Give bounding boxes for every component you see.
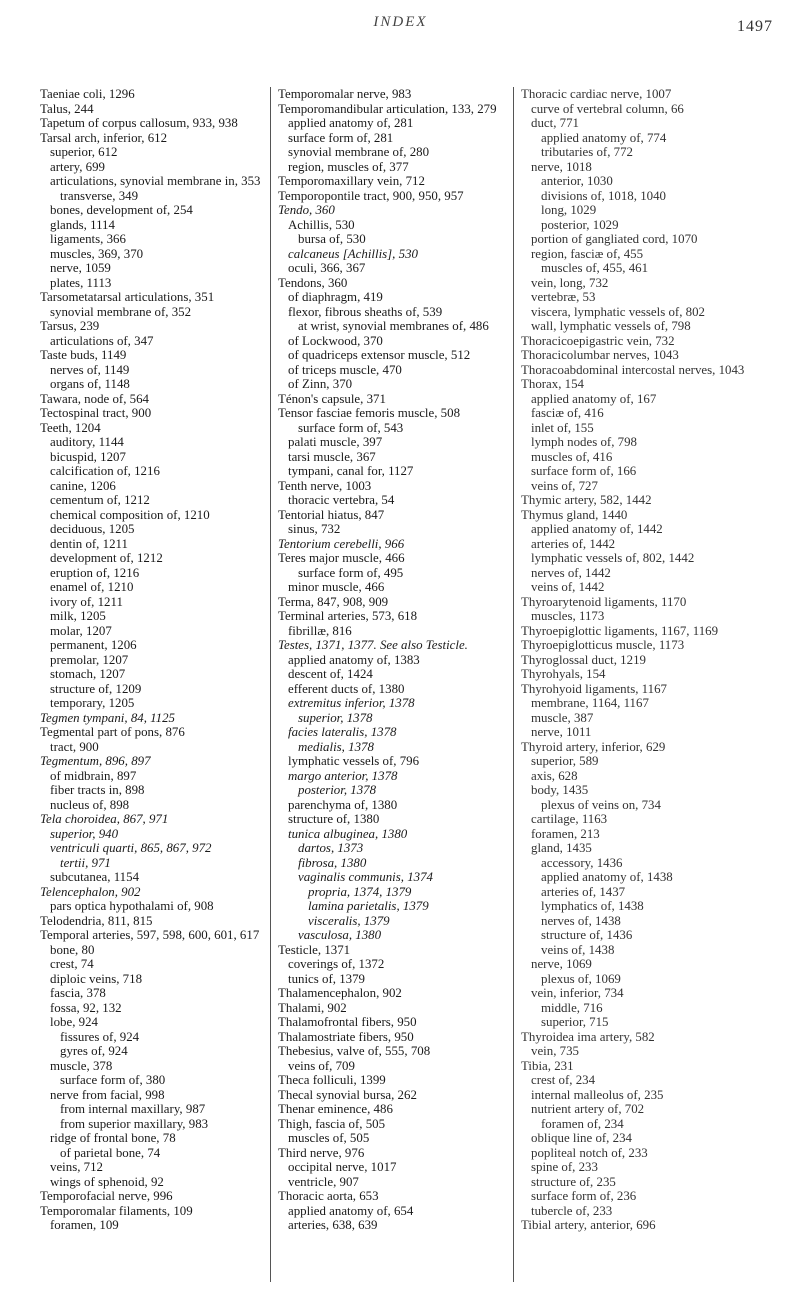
index-entry: chemical composition of, 1210 (50, 507, 210, 522)
index-entry: Telencephalon, 902 (40, 884, 141, 899)
index-entry: fiber tracts in, 898 (50, 783, 145, 797)
index-entry: development of, 1212 (50, 551, 163, 565)
index-entry: Tibial artery, anterior, 696 (521, 1218, 656, 1232)
index-entry: internal malleolus of, 235 (531, 1087, 664, 1102)
index-entry: from superior maxillary, 983 (60, 1116, 209, 1131)
index-entry: nerve, 1069 (531, 957, 592, 971)
index-entry: Thoracic cardiac nerve, 1007 (521, 87, 672, 101)
index-entry: synovial membrane of, 352 (50, 304, 192, 319)
index-column-3 (521, 87, 759, 1233)
index-entry: curve of vertebral column, 66 (531, 101, 684, 116)
index-entry: fasciæ of, 416 (531, 406, 604, 420)
index-entry: propria, 1374, 1379 (308, 884, 412, 899)
index-entry: Thyroglossal duct, 1219 (521, 652, 646, 667)
index-entry: Third nerve, 976 (278, 1145, 365, 1160)
index-entry: superior, 940 (50, 826, 119, 841)
index-entry: applied anatomy of, 167 (531, 391, 657, 406)
index-entry: fissures of, 924 (60, 1029, 140, 1044)
index-entry: deciduous, 1205 (50, 522, 135, 536)
index-entry: plexus of, 1069 (541, 971, 621, 986)
index-entry: pars optica hypothalami of, 908 (50, 899, 214, 913)
index-entry: applied anatomy of, 654 (288, 1203, 414, 1218)
index-entry: subcutanea, 1154 (50, 870, 140, 884)
index-entry: Temporomalar filaments, 109 (40, 1203, 193, 1218)
index-entry: Thoracoabdominal intercostal nerves, 1043 (521, 362, 745, 377)
index-entry: tubercle of, 233 (531, 1203, 613, 1218)
index-entry: arteries of, 1442 (531, 536, 616, 551)
index-entry: margo anterior, 1378 (288, 768, 398, 783)
index-entry: Thorax, 154 (521, 377, 585, 391)
index-entry: veins of, 727 (531, 478, 598, 493)
index-entry: of diaphragm, 419 (288, 290, 383, 304)
index-entry: oblique line of, 234 (531, 1131, 632, 1145)
index-entry: bicuspid, 1207 (50, 449, 126, 464)
index-entry: temporary, 1205 (50, 696, 135, 710)
index-entry: muscles of, 416 (531, 449, 613, 464)
index-entry: muscle, 387 (531, 710, 594, 725)
index-entry: Thalamostriate fibers, 950 (278, 1029, 414, 1044)
index-entry: plates, 1113 (50, 275, 112, 290)
index-entry: of parietal bone, 74 (60, 1145, 161, 1160)
index-entry: divisions of, 1018, 1040 (541, 188, 666, 203)
index-entry: ventriculi quarti, 865, 867, 972 (50, 841, 212, 855)
index-entry: Terma, 847, 908, 909 (278, 594, 389, 609)
index-entry: Tentorial hiatus, 847 (278, 507, 385, 522)
index-entry: vaginalis communis, 1374 (298, 870, 433, 884)
index-entry: of midbrain, 897 (50, 768, 137, 783)
index-entry: Tarsus, 239 (40, 319, 100, 333)
index-entry: posterior, 1378 (298, 783, 377, 797)
index-entry: extremitus inferior, 1378 (288, 696, 415, 710)
index-entry: articulations, synovial membrane in, 353 (50, 174, 261, 188)
index-entry: palati muscle, 397 (288, 435, 383, 449)
index-entry: nucleus of, 898 (50, 797, 130, 812)
running-head: INDEX (373, 14, 428, 30)
index-entry: artery, 699 (50, 159, 105, 174)
index-entry: Tarsometatarsal articulations, 351 (40, 290, 215, 304)
index-entry: foramen, 109 (50, 1218, 119, 1232)
index-entry: muscles of, 455, 461 (541, 261, 649, 275)
index-entry: facies lateralis, 1378 (288, 725, 397, 739)
index-entry: muscle, 378 (50, 1058, 113, 1073)
index-entry: nerve, 1011 (531, 725, 592, 739)
index-entry: transverse, 349 (60, 188, 139, 203)
index-entry: middle, 716 (541, 1000, 603, 1015)
index-entry: nerves of, 1442 (531, 565, 611, 580)
index-entry: bursa of, 530 (298, 232, 366, 246)
index-entry: ventricle, 907 (288, 1174, 359, 1189)
index-entry: plexus of veins on, 734 (541, 797, 661, 812)
index-entry: lymphatic vessels of, 802, 1442 (531, 551, 695, 565)
index-entry: Tegmentum, 896, 897 (40, 754, 151, 768)
index-entry: fibrillæ, 816 (288, 623, 352, 638)
index-entry: arteries, 638, 639 (288, 1218, 378, 1232)
index-entry: vein, long, 732 (531, 275, 609, 290)
index-entry: viscera, lymphatic vessels of, 802 (531, 304, 705, 319)
index-column-2 (278, 87, 516, 1233)
index-entry: Taste buds, 1149 (40, 348, 127, 362)
index-entry: visceralis, 1379 (308, 913, 390, 928)
index-entry: foramen of, 234 (541, 1116, 624, 1131)
index-entry: occipital nerve, 1017 (288, 1160, 397, 1174)
index-entry: vertebræ, 53 (531, 290, 596, 304)
index-entry: region, muscles of, 377 (288, 159, 409, 174)
index-entry: applied anatomy of, 774 (541, 130, 667, 145)
index-entry: spine of, 233 (531, 1160, 598, 1174)
index-entry: applied anatomy of, 1438 (541, 870, 673, 884)
page-number: 1497 (737, 18, 773, 35)
index-entry: Tenth nerve, 1003 (278, 478, 372, 493)
index-entry: applied anatomy of, 281 (288, 116, 414, 130)
index-entry: nerves of, 1438 (541, 913, 621, 928)
index-entry: portion of gangliated cord, 1070 (531, 232, 698, 246)
index-entry: ivory of, 1211 (50, 594, 123, 609)
index-entry: premolar, 1207 (50, 652, 129, 667)
index-entry: surface form of, 236 (531, 1189, 637, 1203)
index-entry: crest, 74 (50, 957, 94, 971)
index-entry: Tela choroidea, 867, 971 (40, 812, 169, 826)
index-entry: organs of, 1148 (50, 377, 130, 391)
index-entry: duct, 771 (531, 116, 579, 130)
index-entry: surface form of, 380 (60, 1073, 166, 1087)
index-entry: coverings of, 1372 (288, 957, 385, 971)
index-entry: of Zinn, 370 (288, 377, 353, 391)
index-entry: nerve, 1018 (531, 159, 592, 174)
index-entry: Tegmen tympani, 84, 1125 (40, 710, 175, 725)
index-entry: vasculosa, 1380 (298, 928, 382, 942)
index-entry: nerve, 1059 (50, 261, 111, 275)
index-entry: from internal maxillary, 987 (60, 1102, 206, 1116)
index-entry: Temporopontile tract, 900, 950, 957 (278, 188, 464, 203)
index-entry: structure of, 1436 (541, 928, 633, 942)
index-entry: Tectospinal tract, 900 (40, 406, 152, 420)
index-entry: region, fasciæ of, 455 (531, 246, 644, 261)
index-entry: calcification of, 1216 (50, 464, 160, 478)
index-entry: anterior, 1030 (541, 174, 613, 188)
index-entry: superior, 612 (50, 145, 118, 159)
index-entry: nerve from facial, 998 (50, 1087, 165, 1102)
index-entry: cartilage, 1163 (531, 812, 608, 826)
index-entry: Thyroepiglottic ligaments, 1167, 1169 (521, 623, 719, 638)
index-entry: parenchyma of, 1380 (288, 797, 398, 812)
index-entry: muscles, 369, 370 (50, 246, 144, 261)
index-entry: veins of, 709 (288, 1058, 355, 1073)
index-entry: Teeth, 1204 (40, 420, 101, 435)
index-entry: ridge of frontal bone, 78 (50, 1131, 176, 1145)
index-entry: muscles, 1173 (531, 609, 605, 623)
index-entry: medialis, 1378 (298, 739, 374, 754)
index-entry: gyres of, 924 (60, 1044, 128, 1058)
index-entry: ligaments, 366 (50, 232, 126, 246)
index-entry: cementum of, 1212 (50, 493, 150, 507)
index-entry: fibrosa, 1380 (298, 855, 367, 870)
index-entry: Thyroidea ima artery, 582 (521, 1029, 655, 1044)
index-entry: Tapetum of corpus callosum, 933, 938 (40, 116, 238, 130)
index-entry: Thalami, 902 (278, 1000, 347, 1015)
index-entry: axis, 628 (531, 768, 578, 783)
index-entry: Tawara, node of, 564 (40, 391, 149, 406)
index-entry: Telodendria, 811, 815 (40, 913, 153, 928)
index-entry: glands, 1114 (50, 217, 115, 232)
index-entry: accessory, 1436 (541, 855, 623, 870)
index-entry: synovial membrane of, 280 (288, 145, 430, 159)
index-entry: at wrist, synovial membranes of, 486 (298, 319, 489, 333)
index-entry: surface form of, 543 (298, 420, 404, 435)
index-entry: Thigh, fascia of, 505 (278, 1116, 386, 1131)
index-entry: nutrient artery of, 702 (531, 1102, 645, 1116)
index-entry: tunica albuginea, 1380 (288, 826, 408, 841)
index-entry: stomach, 1207 (50, 667, 126, 681)
index-entry: crest of, 234 (531, 1073, 596, 1087)
index-entry: structure of, 235 (531, 1174, 616, 1189)
index-entry: Thoracicoepigastric vein, 732 (521, 333, 675, 348)
index-entry: molar, 1207 (50, 623, 112, 638)
index-entry: Thalamencephalon, 902 (278, 986, 402, 1000)
index-entry: sinus, 732 (288, 522, 341, 536)
index-entry: applied anatomy of, 1442 (531, 522, 663, 536)
index-entry: superior, 1378 (298, 710, 373, 725)
index-entry: applied anatomy of, 1383 (288, 652, 420, 667)
index-entry: dentin of, 1211 (50, 536, 128, 551)
index-entry: articulations of, 347 (50, 333, 154, 348)
index-entry: Thyroid artery, inferior, 629 (521, 739, 666, 754)
index-entry: lymphatic vessels of, 796 (288, 754, 420, 768)
index-entry: calcaneus [Achillis], 530 (288, 246, 418, 261)
index-entry: canine, 1206 (50, 478, 116, 493)
index-entry: Temporomalar nerve, 983 (278, 87, 412, 101)
index-entry: bone, 80 (50, 942, 95, 957)
index-entry: Achillis, 530 (288, 217, 355, 232)
index-entry: tarsi muscle, 367 (288, 449, 376, 464)
index-entry: Thyroarytenoid ligaments, 1170 (521, 594, 687, 609)
index-entry: Tibia, 231 (521, 1058, 574, 1073)
index-entry: Temporal arteries, 597, 598, 600, 601, 617 (40, 928, 260, 942)
index-entry: Tegmental part of pons, 876 (40, 725, 185, 739)
index-entry: inlet of, 155 (531, 420, 594, 435)
index-entry: Tentorium cerebelli, 966 (278, 536, 405, 551)
index-entry: gland, 1435 (531, 841, 592, 855)
index-entry: lymph nodes of, 798 (531, 435, 637, 449)
index-entry: Thoracicolumbar nerves, 1043 (521, 348, 679, 362)
index-entry: tract, 900 (50, 739, 99, 754)
index-entry: of Lockwood, 370 (288, 333, 383, 348)
index-entry: fossa, 92, 132 (50, 1000, 122, 1015)
index-entry: fascia, 378 (50, 986, 106, 1000)
index-entry: Terminal arteries, 573, 618 (278, 609, 418, 623)
index-entry: Thymic artery, 582, 1442 (521, 493, 652, 507)
index-entry: Thenar eminence, 486 (278, 1102, 393, 1116)
index-entry: structure of, 1209 (50, 681, 142, 696)
index-entry: veins of, 1438 (541, 942, 615, 957)
index-entry: surface form of, 495 (298, 565, 404, 580)
index-entry: long, 1029 (541, 203, 597, 217)
index-entry: descent of, 1424 (288, 667, 373, 681)
index-entry: vein, inferior, 734 (531, 986, 624, 1000)
index-entry: of triceps muscle, 470 (288, 362, 402, 377)
index-entry: thoracic vertebra, 54 (288, 493, 395, 507)
index-entry: muscles of, 505 (288, 1131, 370, 1145)
index-entry: Temporomandibular articulation, 133, 279 (278, 101, 497, 116)
index-entry: structure of, 1380 (288, 812, 380, 826)
index-entry: Theca folliculi, 1399 (278, 1073, 386, 1087)
index-entry: Thyrohyals, 154 (521, 667, 606, 681)
index-entry: minor muscle, 466 (288, 580, 385, 594)
index-entry: lymphatics of, 1438 (541, 899, 644, 913)
index-entry: lobe, 924 (50, 1015, 98, 1029)
index-entry: vein, 735 (531, 1044, 579, 1058)
index-entry: Thoracic aorta, 653 (278, 1189, 379, 1203)
index-entry: membrane, 1164, 1167 (531, 696, 649, 710)
index-entry: Testicle, 1371 (278, 942, 351, 957)
index-entry: enamel of, 1210 (50, 580, 134, 594)
index-entry: tributaries of, 772 (541, 145, 634, 159)
index-entry: arteries of, 1437 (541, 884, 626, 899)
index-entry: milk, 1205 (50, 609, 106, 623)
index-entry: Testes, 1371, 1377. See also Testicle. (278, 638, 468, 652)
index-entry: dartos, 1373 (298, 841, 364, 855)
index-entry: superior, 715 (541, 1015, 609, 1029)
index-entry: nerves of, 1149 (50, 362, 130, 377)
index-entry: tunics of, 1379 (288, 971, 365, 986)
index-entry: Thyroepiglotticus muscle, 1173 (521, 638, 685, 652)
index-entry: lamina parietalis, 1379 (308, 899, 429, 913)
index-entry: Tarsal arch, inferior, 612 (40, 130, 168, 145)
index-entry: Tendo, 360 (278, 203, 335, 217)
index-entry: popliteal notch of, 233 (531, 1145, 648, 1160)
index-entry: Thalamofrontal fibers, 950 (278, 1015, 417, 1029)
index-entry: veins of, 1442 (531, 580, 605, 594)
index-entry: diploic veins, 718 (50, 971, 143, 986)
index-entry: Talus, 244 (40, 101, 94, 116)
index-entry: tertii, 971 (60, 855, 111, 870)
index-column-1 (40, 87, 278, 1233)
index-entry: foramen, 213 (531, 826, 600, 841)
index-entry: tympani, canal for, 1127 (288, 464, 414, 478)
index-entry: Taeniae coli, 1296 (40, 87, 135, 101)
index-entry: Thyrohyoid ligaments, 1167 (521, 681, 667, 696)
index-entry: Tendons, 360 (278, 275, 348, 290)
index-entry: efferent ducts of, 1380 (288, 681, 405, 696)
index-entry: of quadriceps extensor muscle, 512 (288, 348, 471, 362)
index-entry: surface form of, 166 (531, 464, 637, 478)
index-entry: Temporofacial nerve, 996 (40, 1189, 173, 1203)
index-entry: Thebesius, valve of, 555, 708 (278, 1044, 431, 1058)
index-entry: Thecal synovial bursa, 262 (278, 1087, 417, 1102)
index-entry: Temporomaxillary vein, 712 (278, 174, 425, 188)
index-entry: oculi, 366, 367 (288, 261, 366, 275)
index-entry: flexor, fibrous sheaths of, 539 (288, 304, 443, 319)
index-entry: Tensor fasciae femoris muscle, 508 (278, 406, 461, 420)
index-entry: body, 1435 (531, 783, 589, 797)
index-entry: wings of sphenoid, 92 (50, 1174, 164, 1189)
index-entry: bones, development of, 254 (50, 203, 193, 217)
index-entry: Ténon's capsule, 371 (278, 391, 386, 406)
index-entry: posterior, 1029 (541, 217, 619, 232)
index-entry: veins, 712 (50, 1160, 103, 1174)
index-entry: wall, lymphatic vessels of, 798 (531, 319, 691, 333)
index-entry: Thymus gland, 1440 (521, 507, 628, 522)
index-entry: superior, 589 (531, 754, 599, 768)
index-entry: auditory, 1144 (50, 435, 124, 449)
index-entry: permanent, 1206 (50, 638, 137, 652)
index-entry: eruption of, 1216 (50, 565, 140, 580)
index-entry: surface form of, 281 (288, 130, 394, 145)
index-entry: Teres major muscle, 466 (278, 551, 405, 565)
